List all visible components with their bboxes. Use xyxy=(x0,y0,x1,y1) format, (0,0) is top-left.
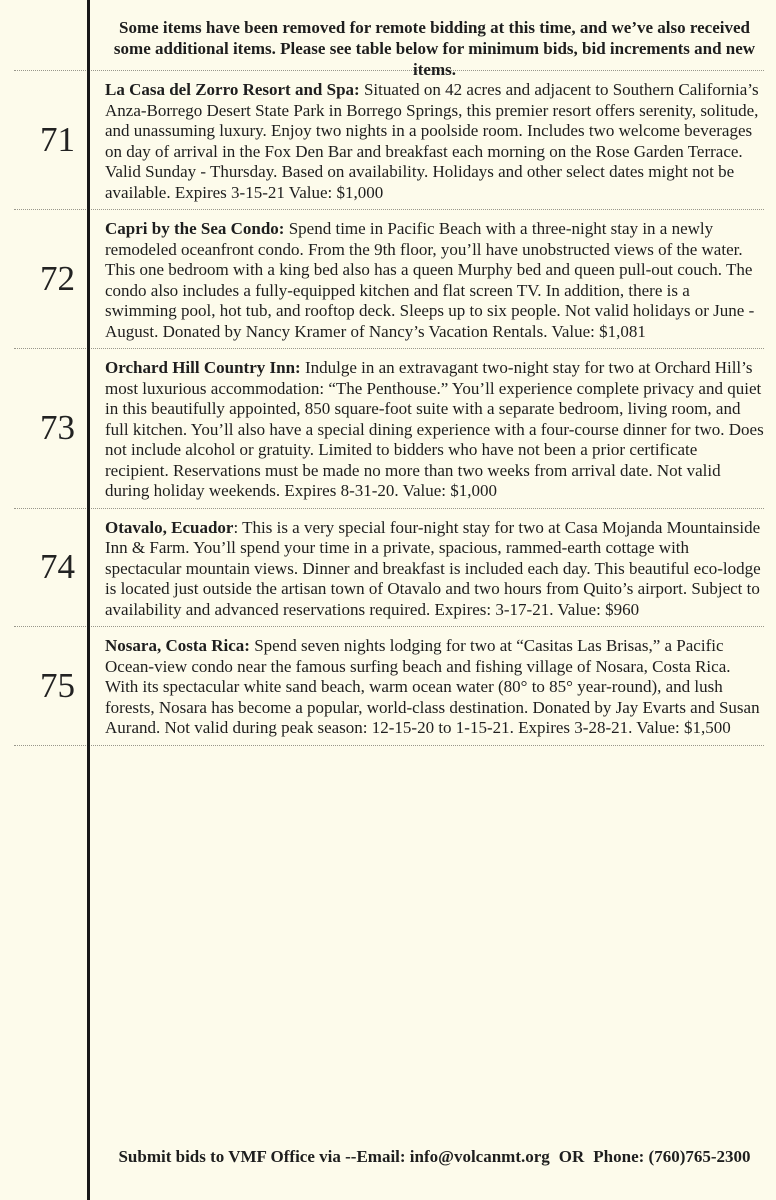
item-number: 75 xyxy=(40,665,75,705)
item-description-block xyxy=(105,627,764,745)
item-number: 72 xyxy=(40,259,75,298)
footer-phone-text: Phone: (760)765-2300 xyxy=(593,1147,751,1166)
item-text: : This is a very special four-night stay for two at Casa Mojanda Mountainside Inn & Farm. You’ll spend your time in a private, spacious, rammed-earth cottage with spectacular mountain views. Dinner and breakfast is included each day. This beautiful eco-lodge is located just outside the artisan town of Otavalo and two hours from Quito’s airport. Subject to availability and advanced reservations required. Expires: 3-17-21. Value: $960 xyxy=(105,517,761,619)
item-title: Nosara, Costa Rica: xyxy=(105,636,250,655)
auction-item-row-73 xyxy=(0,349,776,508)
item-text: Spend time in Pacific Beach with a three-night stay in a newly remodeled oceanfront condo. From the 9th floor, you’ll have unobstructed views of the water. This one bedroom with a king bed also has a queen Murphy bed and queen pull-out couch. The condo also includes a fully-equipped kitchen and flat screen TV. In addition, there is a swimming pool, hot tub, and rooftop deck. Sleeps up to six people. Not valid holidays or June - August. Donated by Nancy Kramer of Nancy’s Vacation Rentals. Value: $1,081 xyxy=(105,219,755,341)
auction-item-row-74 xyxy=(0,509,776,627)
separator xyxy=(14,745,764,746)
item-description-block xyxy=(105,71,764,209)
item-title: La Casa del Zorro Resort and Spa: xyxy=(105,80,360,99)
item-number: 73 xyxy=(40,408,75,448)
item-title: Orchard Hill Country Inn: xyxy=(105,358,301,377)
item-number: 74 xyxy=(40,547,75,587)
item-description-block xyxy=(105,210,764,348)
item-description-block xyxy=(105,509,764,627)
left-vertical-rule xyxy=(87,0,90,1200)
item-text: Indulge in an extravagant two-night stay for two at Orchard Hill’s most luxurious accommodation: “The Penthouse.” You’ll experience complete privacy and quiet in this beautifully appointed, 850 square-foot suite with a separate bedroom, living room, and full kitchen. You’ll also have a special dining experience with a four-course dinner for two. Does not include alcohol or gratuity. Limited to bidders who have not been a prior certificate recipient. Reservations must be made no more than two weeks from arrival date. Not valid during holiday weekends. Expires 8-31-20. Value: $1,000 xyxy=(105,358,764,500)
item-title: Otavalo, Ecuador xyxy=(105,517,234,537)
footer-email-text: Submit bids to VMF Office via --Email: info@volcanmt.org xyxy=(118,1147,550,1166)
auction-item-row-75 xyxy=(0,627,776,745)
item-text: Spend seven nights lodging for two at “Casitas Las Brisas,” a Pacific Ocean-view condo near the famous surfing beach and fishing village of Nosara, Costa Rica. With its spectacular white sand beach, warm ocean water (80° to 85° year-round), and lush forests, Nosara has become a popular, world-class destination. Donated by Jay Evarts and Susan Aurand. Not valid during peak season: 12-15-20 to 1-15-21. Expires 3-28-21. Value: $1,500 xyxy=(105,636,760,737)
item-text: Situated on 42 acres and adjacent to Southern California’s Anza-Borrego Desert State Park in Borrego Springs, this premier resort offers serenity, solitude, and unassuming luxury. Enjoy two nights in a poolside room. Includes two welcome beverages on day of arrival in the Fox Den Bar and breakfast each morning on the Rose Garden Terrace. Valid Sunday - Thursday. Based on availability. Holidays and other select dates might not be available. Expires 3-15-21 Value: $1,000 xyxy=(105,80,759,202)
auction-item-row-72 xyxy=(0,210,776,348)
item-description-block xyxy=(105,349,764,508)
footer-submission-info xyxy=(105,1146,764,1167)
header-note: Some items have been removed for remote bidding at this time, and we’ve also received some additional items. Please see table below for minimum bids, bid increments and new items. xyxy=(113,18,756,79)
auction-item-row-71 xyxy=(0,71,776,209)
item-number: 71 xyxy=(40,120,75,159)
footer-or-text: OR xyxy=(558,1147,585,1166)
item-title: Capri by the Sea Condo: xyxy=(105,219,285,238)
